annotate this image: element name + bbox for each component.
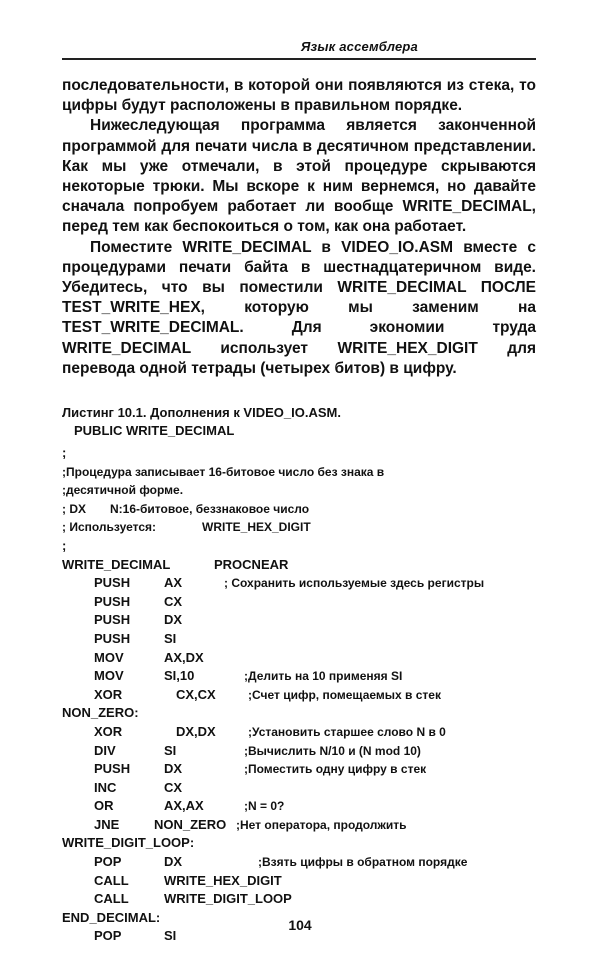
code-line — [62, 593, 542, 612]
code-line — [62, 500, 542, 519]
code-label: WRITE_DIGIT_LOOP: — [62, 835, 195, 851]
code-label: WRITE_DECIMAL — [62, 556, 171, 572]
code-comment: ;Делить на 10 применяя SI — [244, 669, 403, 684]
code-comment: ; DX — [62, 501, 86, 516]
code-comment: N:16-битовое, беззнаковое число — [110, 501, 310, 516]
code-arg: AX,DX — [164, 649, 204, 665]
code-line — [62, 630, 542, 649]
code-line — [62, 574, 542, 593]
code-op: XOR — [94, 723, 123, 739]
code-op: OR — [94, 798, 114, 814]
code-line — [62, 481, 542, 500]
code-arg: SI — [164, 928, 177, 944]
code-op: MOV — [94, 649, 124, 665]
code-comment: ;Счет цифр, помещаемых в стек — [248, 687, 441, 702]
code-arg: CX — [164, 593, 183, 609]
code-comment: ;Нет оператора, продолжить — [236, 817, 407, 832]
code-listing — [62, 444, 542, 946]
code-label: END_DECIMAL: — [62, 909, 161, 925]
code-line — [62, 556, 542, 575]
code-line — [62, 611, 542, 630]
code-comment: ;Взять цифры в обратном порядке — [258, 855, 468, 870]
code-line — [62, 444, 542, 463]
code-label: NON_ZERO: — [62, 705, 139, 721]
code-op: PUSH — [94, 761, 131, 777]
code-comment: ;Вычислить N/10 и (N mod 10) — [244, 743, 421, 758]
code-line — [62, 760, 542, 779]
code-arg: DX — [164, 761, 183, 777]
code-arg: SI — [164, 742, 177, 758]
code-line — [62, 742, 542, 761]
code-line — [62, 463, 542, 482]
paragraph-2: Нижеследующая программа является законченной программой для печати числа в десятичном представлении. Как мы уже отмечали, в этой процедуре скрываются некоторые трюки. Мы вскоре к ним вернемся, но давайте сначала попробуем работает ли вообще WRITE_DECIMAL, перед тем как беспокоиться о том, как она работает. — [62, 117, 536, 236]
code-line — [62, 686, 542, 705]
code-arg: SI,10 — [164, 668, 195, 684]
code-comment: WRITE_HEX_DIGIT — [202, 520, 311, 535]
paragraph-3: Поместите WRITE_DECIMAL в VIDEO_IO.ASM вместе с процедурами печати байта в шестнадцатеричном виде. Убедитесь, что вы поместили WRITE_DECIMAL ПОСЛЕ TEST_WRITE_HEX, которую мы заменим на TEST_WRITE_DECIMAL. Для экономии труда WRITE_DECIMAL использует WRITE_HEX_DIGIT для перевода одной тетрады (четырех битов) в цифру. — [62, 238, 536, 377]
code-line — [62, 890, 542, 909]
code-op: PUSH — [94, 630, 131, 646]
code-comment: ; Используется: — [62, 520, 156, 535]
code-arg: AX,AX — [164, 798, 204, 814]
code-arg: AX — [164, 575, 183, 591]
code-arg: NON_ZERO — [154, 816, 227, 832]
code-comment: ;N = 0? — [244, 799, 285, 814]
code-text: ; — [62, 537, 67, 553]
code-op: PUSH — [94, 575, 131, 591]
code-op: MOV — [94, 668, 124, 684]
code-op: PUSH — [94, 593, 131, 609]
code-line — [62, 872, 542, 891]
code-op: POP — [94, 854, 122, 870]
code-line — [62, 704, 542, 723]
code-arg: CX,CX — [176, 686, 216, 702]
code-arg: CX — [164, 779, 183, 795]
code-line — [62, 667, 542, 686]
code-op: DIV — [94, 742, 116, 758]
code-line — [62, 779, 542, 798]
code-arg: WRITE_DIGIT_LOOP — [164, 891, 292, 907]
paragraph-1: последовательности, в которой они появляются из стека, то цифры будут расположены в правильном порядке. — [62, 77, 536, 115]
code-op: CALL — [94, 891, 129, 907]
code-line — [62, 797, 542, 816]
code-arg: DX — [164, 612, 183, 628]
code-line — [62, 649, 542, 668]
code-comment: ;Поместить одну цифру в стек — [244, 762, 427, 777]
code-comment: ;десятичной форме. — [62, 483, 184, 498]
code-line — [62, 816, 542, 835]
header-title: Язык ассемблера — [300, 39, 418, 54]
code-line — [62, 834, 542, 853]
code-op: INC — [94, 779, 117, 795]
code-op: JNE — [94, 816, 120, 832]
code-keyword: PROCNEAR — [214, 556, 289, 572]
code-arg: DX,DX — [176, 723, 216, 739]
code-line — [62, 723, 542, 742]
code-op: PUSH — [94, 612, 131, 628]
listing-public-line: PUBLIC WRITE_DECIMAL — [74, 423, 235, 438]
body-text — [62, 76, 536, 379]
code-line — [62, 518, 542, 537]
page-number: 104 — [288, 917, 312, 933]
code-comment: ;Установить старшее слово N в 0 — [248, 724, 446, 739]
code-comment: ;Процедура записывает 16-битовое число без знака в — [62, 464, 385, 479]
listing-title: Листинг 10.1. Дополнения к VIDEO_IO.ASM. — [62, 405, 341, 420]
page-header — [62, 34, 536, 60]
code-op: CALL — [94, 872, 129, 888]
code-line — [62, 853, 542, 872]
code-arg: WRITE_HEX_DIGIT — [164, 872, 282, 888]
code-line — [62, 537, 542, 556]
code-op: XOR — [94, 686, 123, 702]
code-arg: SI — [164, 630, 177, 646]
code-text: ; — [62, 445, 67, 460]
code-arg: DX — [164, 854, 183, 870]
code-comment: ; Сохранить используемые здесь регистры — [224, 576, 485, 591]
code-op: POP — [94, 928, 122, 944]
